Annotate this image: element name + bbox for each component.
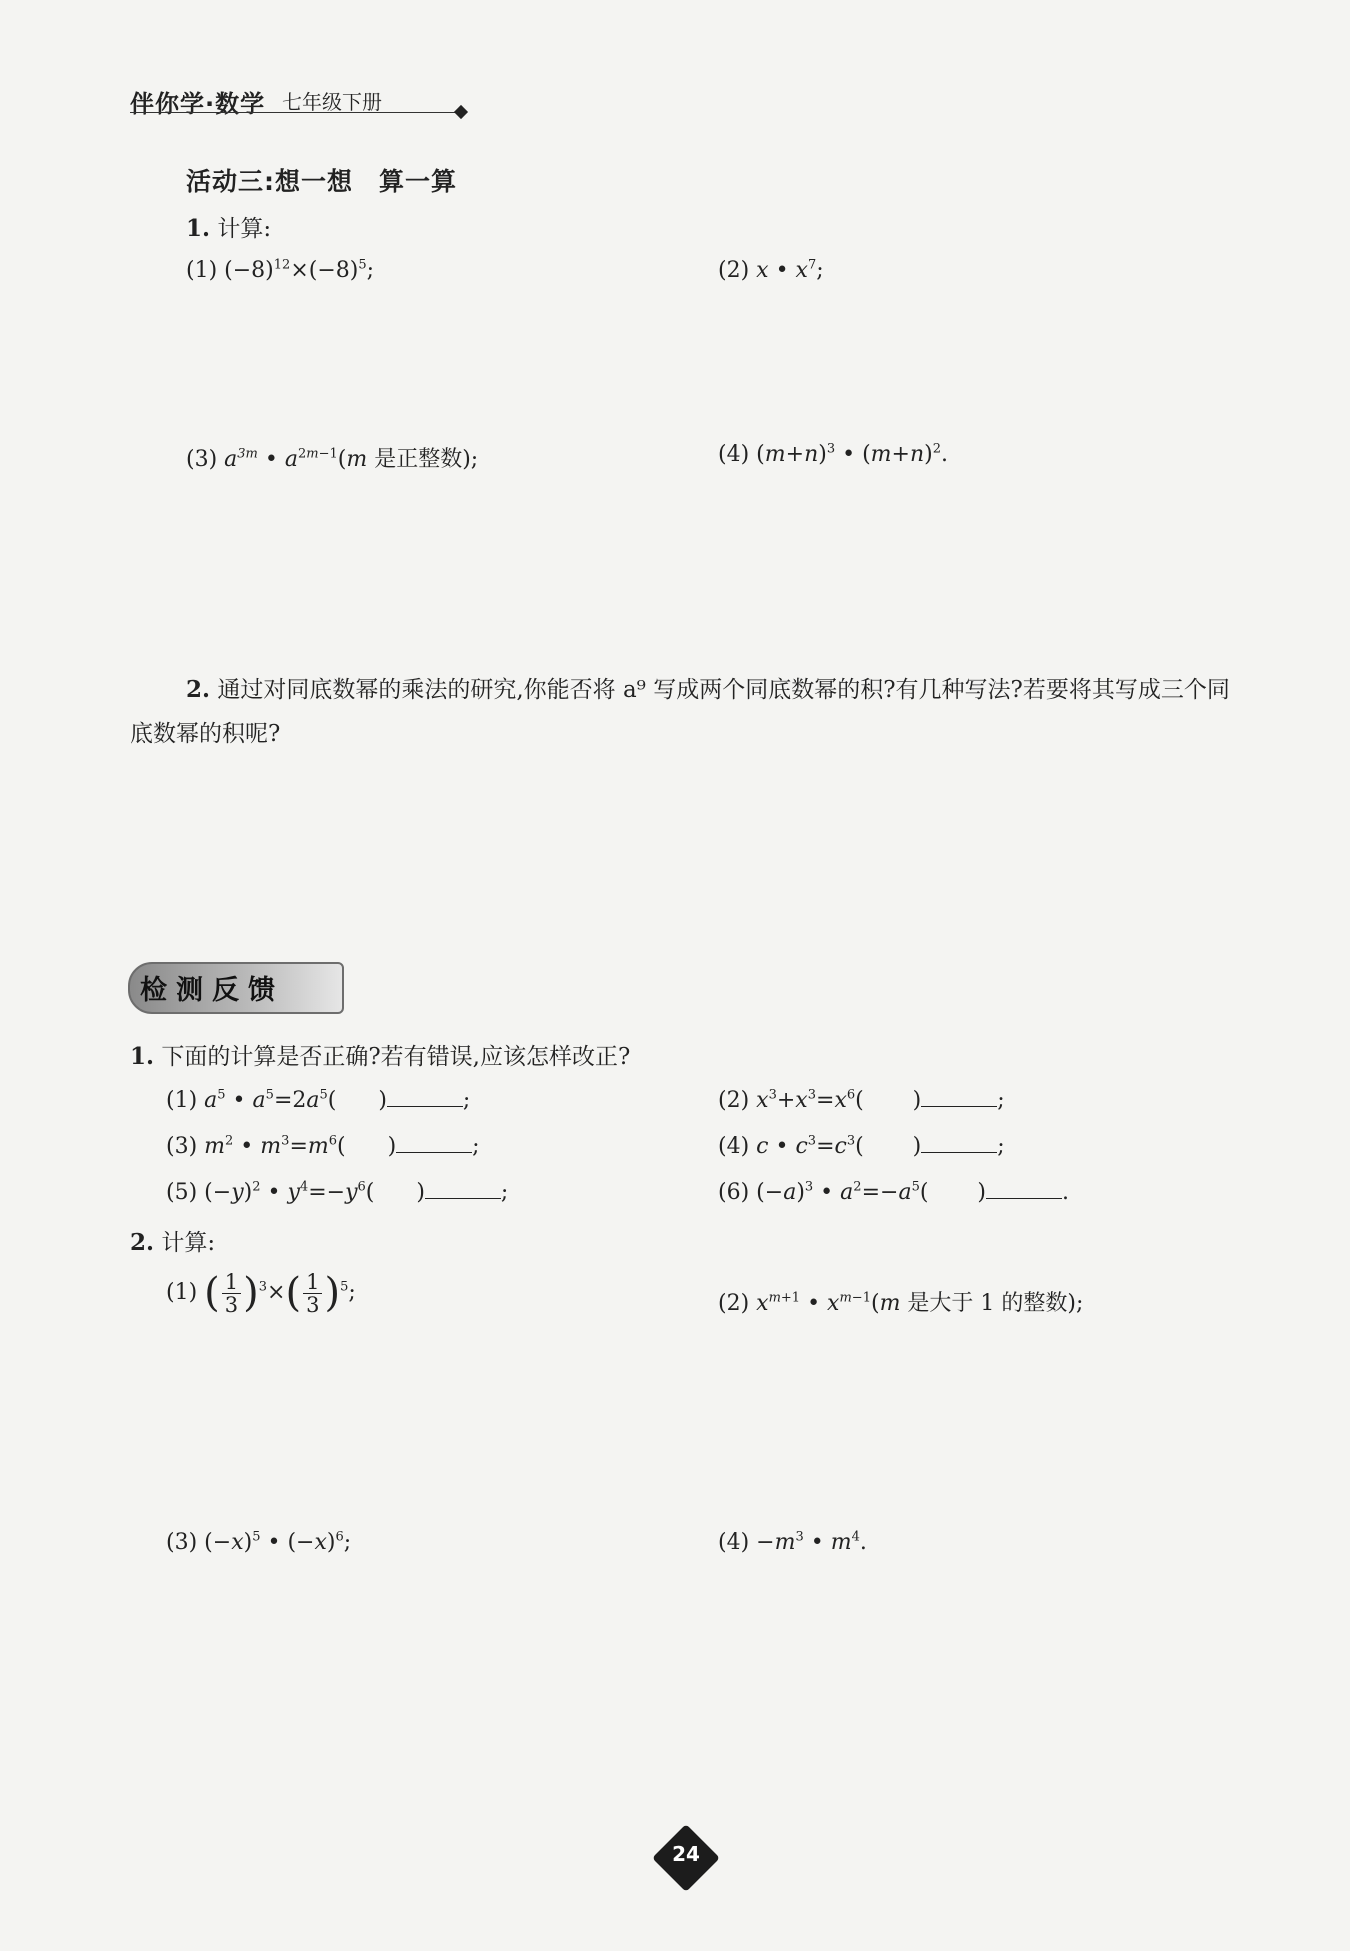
feedback-q1-heading (130, 1038, 630, 1071)
feedback-q2-item-1: (1) ( $\frac{1}{3}$ )$^3$×( $\frac{1}{3}$ )$^5$; (166, 1269, 356, 1317)
question-text: 计算: (161, 1230, 216, 1256)
answer-blank[interactable] (387, 1105, 463, 1107)
question-number: 1. (186, 215, 211, 242)
feedback-banner-title: 检测反馈 (140, 975, 284, 1006)
header-rule (130, 112, 460, 113)
activity-q2 (130, 668, 1245, 756)
answer-blank[interactable] (921, 1151, 997, 1153)
feedback-q2-heading (130, 1224, 215, 1257)
question-text: 通过对同底数幂的乘法的研究,你能否将 a⁹ 写成两个同底数幂的积?有几种写法?若要将其写成三个同底数幂的积呢? (130, 677, 1230, 747)
feedback-q1-item-2: (2) $x^3+x^3=x^6$( ) ; (718, 1087, 1005, 1113)
feedback-q1-item-3: (3) $m^2$ • $m^3=m^6$( ) ; (166, 1133, 480, 1159)
activity-q1-item-1: (1) $(-8)^{12}\times(-8)^5$; (186, 257, 375, 283)
activity-q1-item-2: (2) x • $x^7$; (718, 257, 824, 283)
answer-blank[interactable] (396, 1151, 472, 1153)
activity-q1-item-4: (4) $(m+n)^3$ • $(m+n)^2$. (718, 441, 949, 467)
feedback-q2-item-2: (2) $x^{m+1}$ • $x^{m-1}(m$ 是大于 1 的整数); (718, 1290, 1084, 1316)
diamond-icon (454, 105, 468, 119)
grade-label: 七年级下册 (282, 90, 382, 114)
answer-blank[interactable] (921, 1105, 997, 1107)
feedback-q1-item-6: (6) $(-a)^3$ • $a^2=-a^5$( ) . (718, 1179, 1069, 1205)
question-number: 2. (186, 676, 211, 703)
question-text: 下面的计算是否正确?若有错误,应该怎样改正? (161, 1044, 631, 1070)
feedback-q2-item-4: $(4) -m^3$ • $m^4$. (718, 1529, 867, 1555)
book-series-title: 伴你学·数学 (130, 90, 266, 118)
activity-q1-item-3: (3) $a^{3m}$ • $a^{2m-1}(m$ 是正整数); (186, 446, 479, 472)
answer-blank[interactable] (425, 1197, 501, 1199)
feedback-q1-item-4: (4) c • $c^3=c^3$( ) ; (718, 1133, 1005, 1159)
activity-q1-heading (186, 210, 271, 243)
feedback-q1-item-1: (1) $a^5$ • $a^5=2a^5$( ) ; (166, 1087, 471, 1113)
question-text: 计算: (217, 216, 272, 242)
question-number: 2. (130, 1229, 155, 1256)
answer-blank[interactable] (986, 1197, 1062, 1199)
feedback-q1-item-5: (5) $(-y)^2$ • $y^4=-y^6$( ) ; (166, 1179, 509, 1205)
activity-title: 活动三:想一想 算一算 (186, 167, 457, 196)
feedback-q2-item-3: (3) $(-x)^5$ • $(-x)^6$; (166, 1529, 352, 1555)
page-number: 24 (672, 1842, 700, 1866)
question-number: 1. (130, 1043, 155, 1070)
